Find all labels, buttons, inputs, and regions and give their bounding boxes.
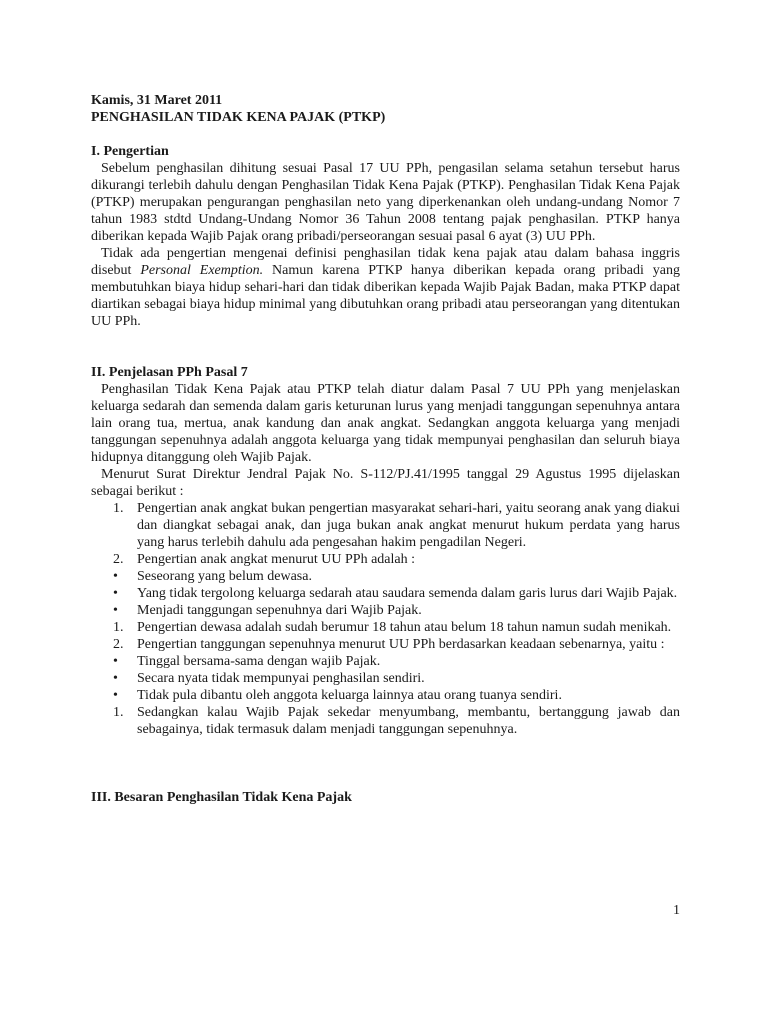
list-item <box>91 704 680 738</box>
list-item-text: Yang tidak tergolong keluarga sedarah atau saudara semenda dalam garis lurus dari Wajib Pajak. <box>137 586 678 601</box>
bullet-marker: • <box>113 569 118 584</box>
bullet-marker: • <box>113 586 118 601</box>
paragraph <box>91 245 680 330</box>
list-item-text: Menjadi tanggungan sepenuhnya dari Wajib Pajak. <box>137 603 422 618</box>
bullet-marker: • <box>113 603 118 618</box>
page-number: 1 <box>673 903 680 918</box>
definition-list <box>91 500 680 738</box>
list-item-text: Pengertian anak angkat menurut UU PPh adalah : <box>137 552 415 567</box>
document-body <box>91 92 680 806</box>
section-heading-penjelasan: II. Penjelasan PPh Pasal 7 <box>91 365 248 380</box>
bullet-marker: • <box>113 671 118 686</box>
paragraph: Menurut Surat Direktur Jendral Pajak No. S-112/PJ.41/1995 tanggal 29 Agustus 1995 dijelaskan sebagai berikut : <box>91 467 680 499</box>
list-item-text: Tidak pula dibantu oleh anggota keluarga lainnya atau orang tuanya sendiri. <box>137 688 562 703</box>
bullet-marker: • <box>113 654 118 669</box>
list-item <box>91 619 680 636</box>
document-title: PENGHASILAN TIDAK KENA PAJAK (PTKP) <box>91 110 386 125</box>
list-item-text: Pengertian anak angkat bukan pengertian masyarakat sehari-hari, yaitu seorang anak yang diakui dan diangkat sebagai anak, dan juga bukan anak angkat menurut hukum perdata yang harus yang harus terlebih dahulu ada pengesahan hakim pengadilan Negeri. <box>137 501 680 550</box>
list-item-text: Secara nyata tidak mempunyai penghasilan sendiri. <box>137 671 425 686</box>
bullet-marker: • <box>113 688 118 703</box>
paragraph-text: Namun karena PTKP hanya diberikan kepada orang pribadi yang membutuhkan biaya hidup sehari-hari dan tidak diberikan kepada Wajib Pajak Badan, maka PTKP dapat diartikan sebagai biaya hidup minimal yang dibutuhkan orang pribadi atau perseorangan yang ditentukan UU PPh. <box>91 263 680 329</box>
list-item <box>91 500 680 551</box>
document-date: Kamis, 31 Maret 2011 <box>91 93 223 108</box>
list-marker: 2. <box>113 637 124 652</box>
list-item-text: Sedangkan kalau Wajib Pajak sekedar menyumbang, membantu, bertanggung jawab dan sebagainya, tidak termasuk dalam menjadi tanggungan sepenuhnya. <box>137 705 680 737</box>
paragraph: Penghasilan Tidak Kena Pajak atau PTKP telah diatur dalam Pasal 7 UU PPh yang menjelaskan keluarga sedarah dan semenda dalam garis keturunan lurus yang menjadi tanggungan sepenuhnya antara lain orang tua, mertua, anak kandung dan anak angkat. Sedangkan anggota keluarga yang menjadi tanggungan sepenuhnya adalah anggota keluarga yang tidak mempunyai penghasilan dan seluruh biaya hidupnya ditanggung oleh Wajib Pajak. <box>91 382 680 465</box>
list-item-text: Pengertian dewasa adalah sudah berumur 18 tahun atau belum 18 tahun namun sudah menikah. <box>137 620 672 635</box>
list-item-text: Pengertian tanggungan sepenuhnya menurut UU PPh berdasarkan keadaan sebenarnya, yaitu : <box>137 637 665 652</box>
list-item <box>91 602 680 619</box>
paragraph-text: Tidak ada pengertian mengenai definisi penghasilan tidak kena pajak atau dalam bahasa inggris disebut <box>91 246 680 278</box>
italic-term: Personal Exemption. <box>140 263 264 278</box>
list-item-text: Seseorang yang belum dewasa. <box>137 569 312 584</box>
list-item <box>91 653 680 670</box>
section-heading-besaran: III. Besaran Penghasilan Tidak Kena Pajak <box>91 790 352 805</box>
list-item <box>91 636 680 653</box>
list-item <box>91 670 680 687</box>
list-marker: 1. <box>113 501 124 516</box>
section-heading-pengertian: I. Pengertian <box>91 144 169 159</box>
list-marker: 2. <box>113 552 124 567</box>
list-item <box>91 551 680 568</box>
list-item <box>91 687 680 704</box>
list-item-text: Tinggal bersama-sama dengan wajib Pajak. <box>137 654 381 669</box>
list-marker: 1. <box>113 620 124 635</box>
list-item <box>91 585 680 602</box>
list-marker: 1. <box>113 705 124 720</box>
list-item <box>91 568 680 585</box>
paragraph: Sebelum penghasilan dihitung sesuai Pasal 17 UU PPh, pengasilan selama setahun tersebut harus dikurangi terlebih dahulu dengan Penghasilan Tidak Kena Pajak (PTKP). Penghasilan Tidak Kena Pajak (PTKP) merupakan pengurangan penghasilan neto yang diperkenankan oleh undang-undang Nomor 7 tahun 1983 stdtd Undang-Undang Nomor 36 Tahun 2008 tentang pajak penghasilan. PTKP hanya diberikan kepada Wajib Pajak orang pribadi/perseorangan sesuai pasal 6 ayat (3) UU PPh. <box>91 161 680 244</box>
